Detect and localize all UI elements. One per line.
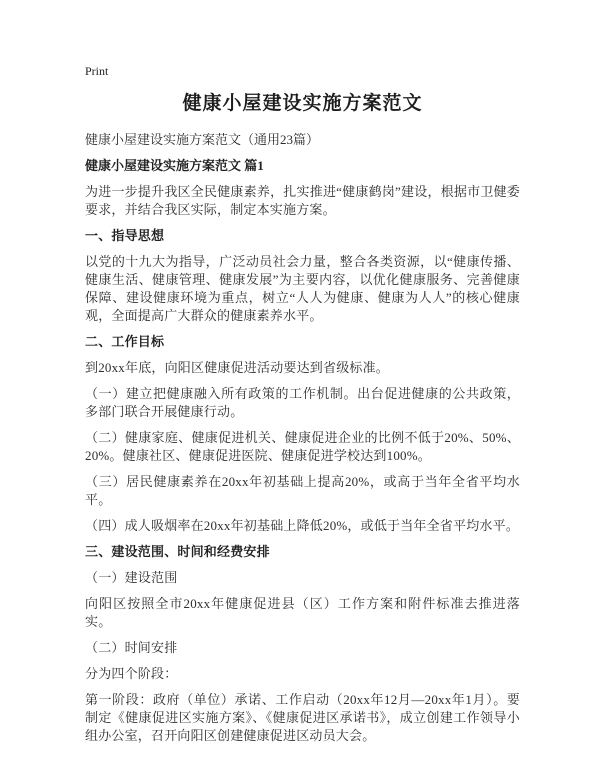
paragraph: （二）健康家庭、健康促进机关、健康促进企业的比例不低于20%、50%、20%。健康社区、健康促进医院、健康促进学校达到100%。 — [85, 430, 520, 463]
document-subtitle: 健康小屋建设实施方案范文（通用23篇） — [85, 132, 320, 147]
section-heading: 三、建设范围、时间和经费安排 — [85, 544, 270, 559]
paragraph: 以党的十九大为指导，广泛动员社会力量，整合各类资源，以“健康传播、健康生活、健康管理、健康发展”为主要内容，以优化健康服务、完善健康保障、建设健康环境为重点，树立“人人为健康、健康为人人”的核心健康观，全面提高广大群众的健康素养水平。 — [85, 254, 520, 323]
paragraph: （二）时间安排 — [85, 640, 178, 655]
paragraph: 分为四个阶段： — [85, 666, 178, 681]
section-heading: 二、工作目标 — [85, 334, 165, 349]
paragraph: 到20xx年底，向阳区健康促进活动要达到省级标准。 — [85, 360, 390, 375]
paragraph: （四）成人吸烟率在20xx年初基础上降低20%，或低于当年全省平均水平。 — [85, 518, 520, 533]
page-title: 健康小屋建设实施方案范文 — [182, 93, 423, 114]
article-heading: 健康小屋建设实施方案范文 篇1 — [85, 158, 264, 173]
paragraph: （三）居民健康素养在20xx年初基础上提高20%，或高于当年全省平均水平。 — [85, 474, 520, 507]
print-link[interactable]: Print — [85, 64, 109, 78]
paragraph: （一）建设范围 — [85, 570, 178, 585]
paragraph: 第一阶段：政府（单位）承诺、工作启动（20xx年12月—20xx年1月）。要制定《健康促进区实施方案》、《健康促进区承诺书》，成立创建工作领导小组办公室，召开向阳区创建健康促进区动员大会。 — [85, 692, 520, 743]
section-heading: 一、指导思想 — [85, 228, 165, 243]
paragraph: 为进一步提升我区全民健康素养，扎实推进“健康鹤岗”建设，根据市卫健委要求，并结合我区实际，制定本实施方案。 — [85, 184, 520, 217]
paragraph: 向阳区按照全市20xx年健康促进县（区）工作方案和附件标准去推进落实。 — [85, 596, 520, 629]
paragraph: （一）建立把健康融入所有政策的工作机制。出台促进健康的公共政策，多部门联合开展健康行动。 — [85, 386, 520, 419]
